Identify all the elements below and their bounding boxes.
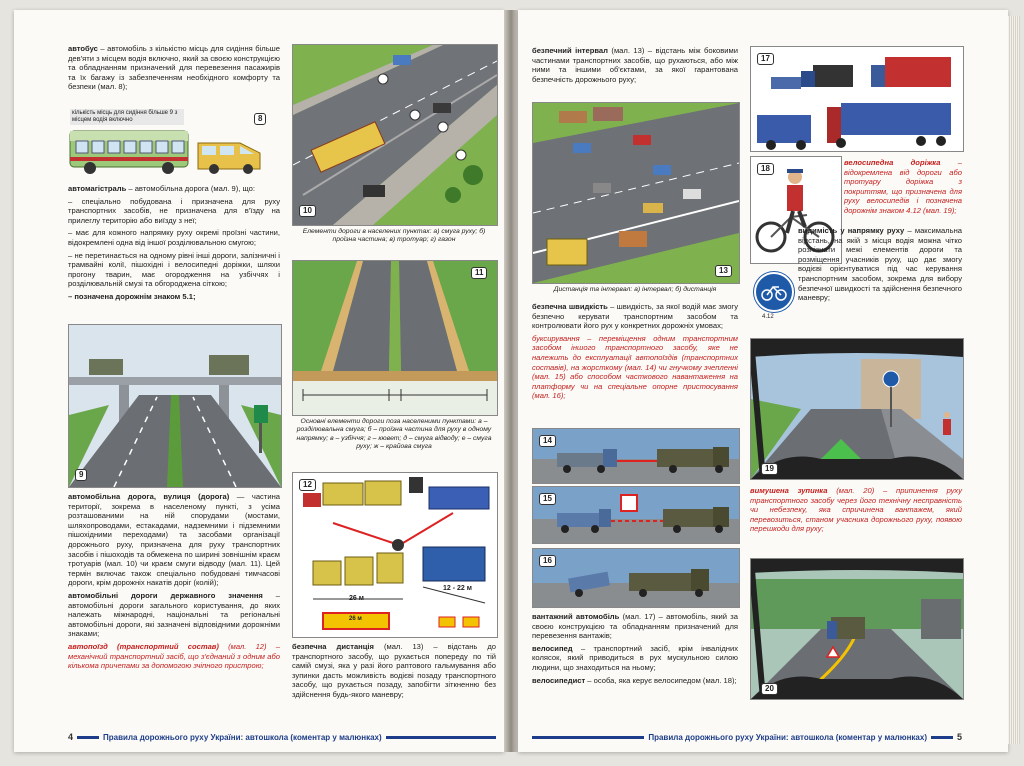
dimension-26m-sign: 26 м [349,616,362,622]
paragraph-vantazhnyi: вантажний автомобіль (мал. 17) – автомобіль, який за своєю конструкцією та обладнанням призначений для перевезення вантажів; [532,612,738,641]
paragraph-magistral-3: – не перетинається на одному рівні інші дороги, залізничні і трамвайні колії, пішохідні і велосипедні доріжки, шляхи прогону тварин, має огородження на узбіччях і розділювальній смузі та обгороджена сіткою; [68,250,280,289]
figure-15 [532,486,740,544]
figure-11 [292,260,498,416]
page-number-5: 5 [956,732,962,742]
paragraph-velosypedyst: велосипедист – особа, яка керує велосипедом (мал. 18); [532,675,737,685]
figure-14-number: 14 [539,435,556,447]
figure-20 [750,558,964,700]
figure-16-number: 16 [539,555,556,567]
flexible-tow-illustration [533,487,739,543]
figure-16 [532,548,740,608]
figure-13-caption: Дистанція та інтервал: а) інтервал; б) дистанція [553,286,717,293]
right-footer-title: Правила дорожнього руху України: автошкола (коментар у малюнках) [648,732,927,742]
paragraph-magistral-2: – має для кожного напрямку руху окремі проїзні частини, відокремлені одна від іншої розділювальною смугою; [68,228,280,247]
figure-11-caption: Основні елементи дороги поза населеними пунктами: а – розділювальна смуга; б – проїзна частина для руху в одному напрямку; в – узбіччя; г – кювет; д – смуга відводу; е – смуга руху; ж – крайова смуга [296,418,492,451]
paragraph-velodorizhka: велосипедна доріжка – відокремлена від дороги або тротуару доріжка з покриттям, що призначена для руху велосипедів і позначена дорожнім знаком 4.12 (мал. 19); [844,158,962,215]
figure-9-number: 9 [75,469,87,481]
page-stack-edge [1008,16,1020,744]
figure-20-number: 20 [761,683,778,695]
left-footer-title: Правила дорожнього руху України: автошкола (коментар у малюнках) [103,732,382,742]
bike-lane-view-illustration [751,339,963,479]
highway-illustration [69,325,281,487]
partial-load-tow-illustration [533,549,739,607]
trucks-illustration [751,47,963,151]
road-crosssection-illustration [293,261,497,415]
figure-13 [532,102,740,284]
right-column-2b [798,226,962,306]
city-road-illustration [293,45,497,225]
figure-8-number: 8 [254,113,266,125]
right-column-2c [750,486,962,537]
paragraph-magistral-1: – спеціально побудована і призначена для руху транспортних засобів, не призначена для в'їзду на прилеглу територію або виїзду з неї; [68,196,280,225]
right-footer [532,732,962,742]
figure-10-number: 10 [299,205,316,217]
figure-14 [532,428,740,484]
paragraph-avtopoizd: автопоїзд (транспортний состав) (мал. 12) – механічний транспортний засіб, що з'єднаний з одним або кількома причепами за допомогою зчіпного пристрою; [68,641,280,671]
left-column-1 [68,44,280,95]
right-column-1 [532,46,738,87]
paragraph-vydymist: видимість у напрямку руху – максимальна відстань, на якій з місця водія можна чітко розпізнати межі елементів дороги та розміщення учасників руху, що дає змогу водієві орієнтуватися під час керування транспортним засобом, зокрема для вибору безпечної швидкості та здійснення безпечного маневру; [798,226,962,303]
figure-11-number: 11 [471,267,487,279]
paragraph-dorohа: автомобільна дорога, вулиця (дорога) — частина території, зокрема в населеному пункті, з усіма розташованими на ній спорудами (мостами, шляхопроводами, естакадами, надземними і підземними пішохідними переходами) та засобами організації дорожнього руху, призначена для руху транспортних засобів і пішоходів та обмежена по ширині зовнішнім краєм тротуарів (мал. 10) чи краєм смуги відводу (мал. 11). Цей термін включає також спеціально побудовані тимчасові дороги, крім дорожніх накатів доріг (колій); [68,492,280,588]
figure-10-caption: Елементи дороги в населених пунктах: а) смуга руху; б) проїзна частина; в) тротуар; г) газон [302,228,486,244]
right-column-1b [532,302,738,404]
figure-15-number: 15 [539,493,556,505]
paragraph-vymushena-zupynka: вимушена зупинка (мал. 20) – припинення руху транспортного засобу через його технічну несправність чи небезпеку, яка спричинена вантажем, який перевозиться, станом учасника дорожнього руху, появою перешкоди для руху; [750,486,962,534]
figure-9 [68,324,282,488]
paragraph-magistral-4: – позначена дорожнім знаком 5.1; [68,291,196,301]
figure-12-number: 12 [299,479,316,491]
left-page [14,10,504,752]
figure-19-number: 19 [761,463,778,475]
left-column-1b [68,184,280,305]
paragraph-shvydkist: безпечна швидкість – швидкість, за якої водій має змогу безпечно керувати транспортним засобом та контролювати його рух у конкретних дорожніх умовах; [532,302,738,331]
book-gutter [504,10,518,752]
paragraph-velosyped: велосипед – транспортний засіб, крім інвалідних колясок, який приводиться в рух мускульною силою людини, що знаходиться на ньому; [532,643,738,672]
left-column-2 [292,642,496,703]
forced-stop-view-illustration [751,559,963,699]
figure-10 [292,44,498,226]
paragraph-avtobus: автобус – автомобіль з кількістю місць для сидіння більше дев'яти з місцем водія включно, який за своєю конструкцією та обладнанням призначений для перевезення пасажирів та їх багажу із забезпеченням необхідного комфорту та безпеки (мал. 8); [68,44,280,92]
figure-8-label: кількість місць для сидіння більше 9 з місцем водія включно [70,109,184,125]
right-column-2a [844,158,962,219]
figure-18-number: 18 [757,163,774,175]
figure-13-number: 13 [715,265,732,277]
open-book [14,6,1010,760]
bicycle-path-sign-icon [754,272,794,312]
paragraph-avtomagistral: автомагістраль – автомобільна дорога (мал. 9), що: [68,184,255,193]
left-footer [68,732,496,742]
page-number-4: 4 [68,732,74,742]
sign-label-4-12: 4.12 [762,314,774,320]
figure-19 [750,338,964,480]
figure-8 [68,107,280,177]
paragraph-interval: безпечний інтервал (мал. 13) – відстань між боковими частинами транспортних засобів, що рухаються, або між ними та іншими об'єктами, за якої гарантована безпечність дорожнього руху; [532,46,738,84]
road-train-illustration [293,473,497,637]
dimension-12-22m: 12 - 22 м [443,585,472,592]
paragraph-dystantsiia: безпечна дистанція (мал. 13) – відстань до транспортного засобу, що рухається попереду по тій самій смузі, яка у разі його раптового гальмування або зупинки дасть можливість водієві позаду транспортного засобу, що рухається позаду, запобігти зіткненню без здійснення будь-якого маневру; [292,642,496,699]
figure-17 [750,46,964,152]
dimension-26m: 26 м [349,595,364,602]
figure-12 [292,472,498,638]
right-page [518,10,1008,752]
rigid-tow-illustration [533,429,739,483]
interval-distance-illustration [533,103,739,283]
right-column-1c [532,612,738,688]
left-column-1c [68,492,280,674]
figure-17-number: 17 [757,53,774,65]
paragraph-derzhavni: автомобільні дороги державного значення – автомобільні дороги загального користування, до яких належать міжнародні, національні та регіональні автомобільні дороги, які зазначені відповідними дорожніми знаками; [68,590,280,639]
paragraph-buksyruvannia: буксирування – переміщення одним транспортним засобом іншого транспортного засобу, яке не належить до експлуатації автопоїздів (транспортних составів), на жорсткому (мал. 14) чи гнучкому зчепленні (мал. 15) або способом часткового навантаження на платформу чи на спеціальне опорне пристосування (мал. 16); [532,333,738,401]
